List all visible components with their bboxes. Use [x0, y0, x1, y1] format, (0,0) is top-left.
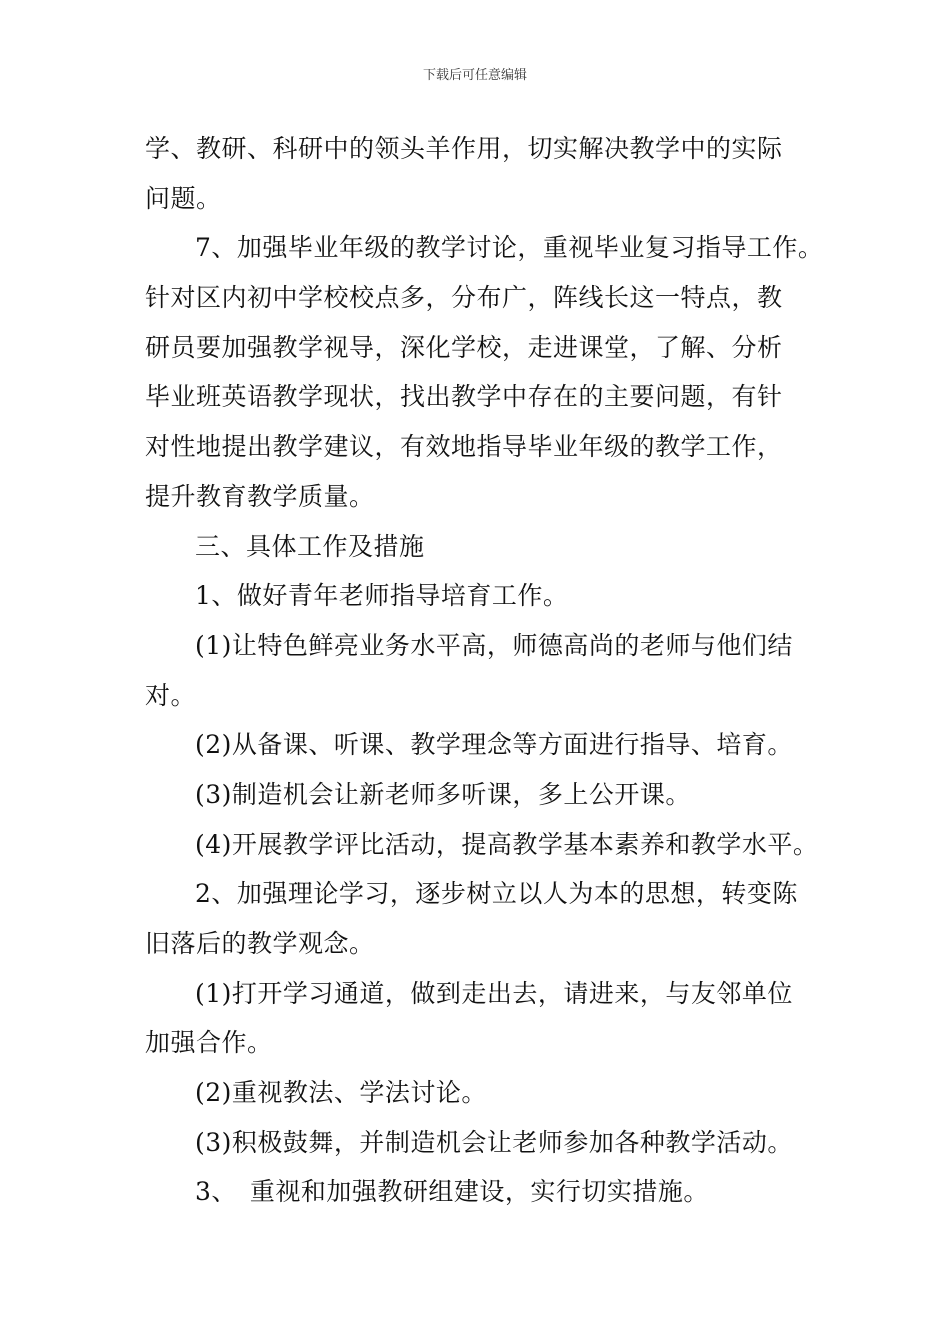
text-line: 问题。: [145, 183, 222, 213]
page-header: 下载后可任意编辑: [422, 68, 527, 83]
text-line: 提升教育教学质量。: [145, 481, 375, 511]
text-line: 针对区内初中学校校点多，分布广，阵线长这一特点，教: [145, 283, 783, 313]
text-line: (1)让特色鲜亮业务水平高，师德高尚的老师与他们结: [195, 630, 793, 660]
text-line: (4)开展教学评比活动，提高教学基本素养和教学水平。: [195, 829, 819, 859]
text-line: 旧落后的教学观念。: [145, 929, 375, 958]
text-line: 三、具体工作及措施: [195, 531, 425, 561]
text-line: (3)积极鼓舞，并制造机会让老师参加各种教学活动。: [195, 1127, 793, 1157]
text-line: 2、加强理论学习，逐步树立以人为本的思想，转变陈: [195, 879, 798, 909]
text-line: 对。: [145, 680, 197, 710]
text-line: 学、教研、科研中的领头羊作用，切实解决教学中的实际: [145, 134, 783, 163]
text-line: 7、加强毕业年级的教学讨论，重视毕业复习指导工作。: [195, 233, 824, 263]
text-line: 毕业班英语教学现状，找出教学中存在的主要问题，有针: [145, 382, 783, 412]
text-line: (2)从备课、听课、教学理念等方面进行指导、培育。: [195, 730, 793, 760]
text-line: (2)重视教法、学法讨论。: [195, 1078, 487, 1108]
text-line: (3)制造机会让新老师多听课，多上公开课。: [195, 779, 691, 809]
text-line: 3、 重视和加强教研组建设，实行切实措施。: [195, 1177, 709, 1207]
text-line: 加强合作。: [145, 1028, 273, 1058]
document-body: [145, 124, 825, 1217]
text-line: 研员要加强教学视导，深化学校，走进课堂，了解、分析: [145, 332, 783, 362]
text-line: 1、做好青年老师指导培育工作。: [195, 581, 569, 611]
text-line: (1)打开学习通道，做到走出去，请进来，与友邻单位: [195, 978, 793, 1008]
text-line: 对性地提出教学建议，有效地指导毕业年级的教学工作，: [145, 432, 783, 462]
